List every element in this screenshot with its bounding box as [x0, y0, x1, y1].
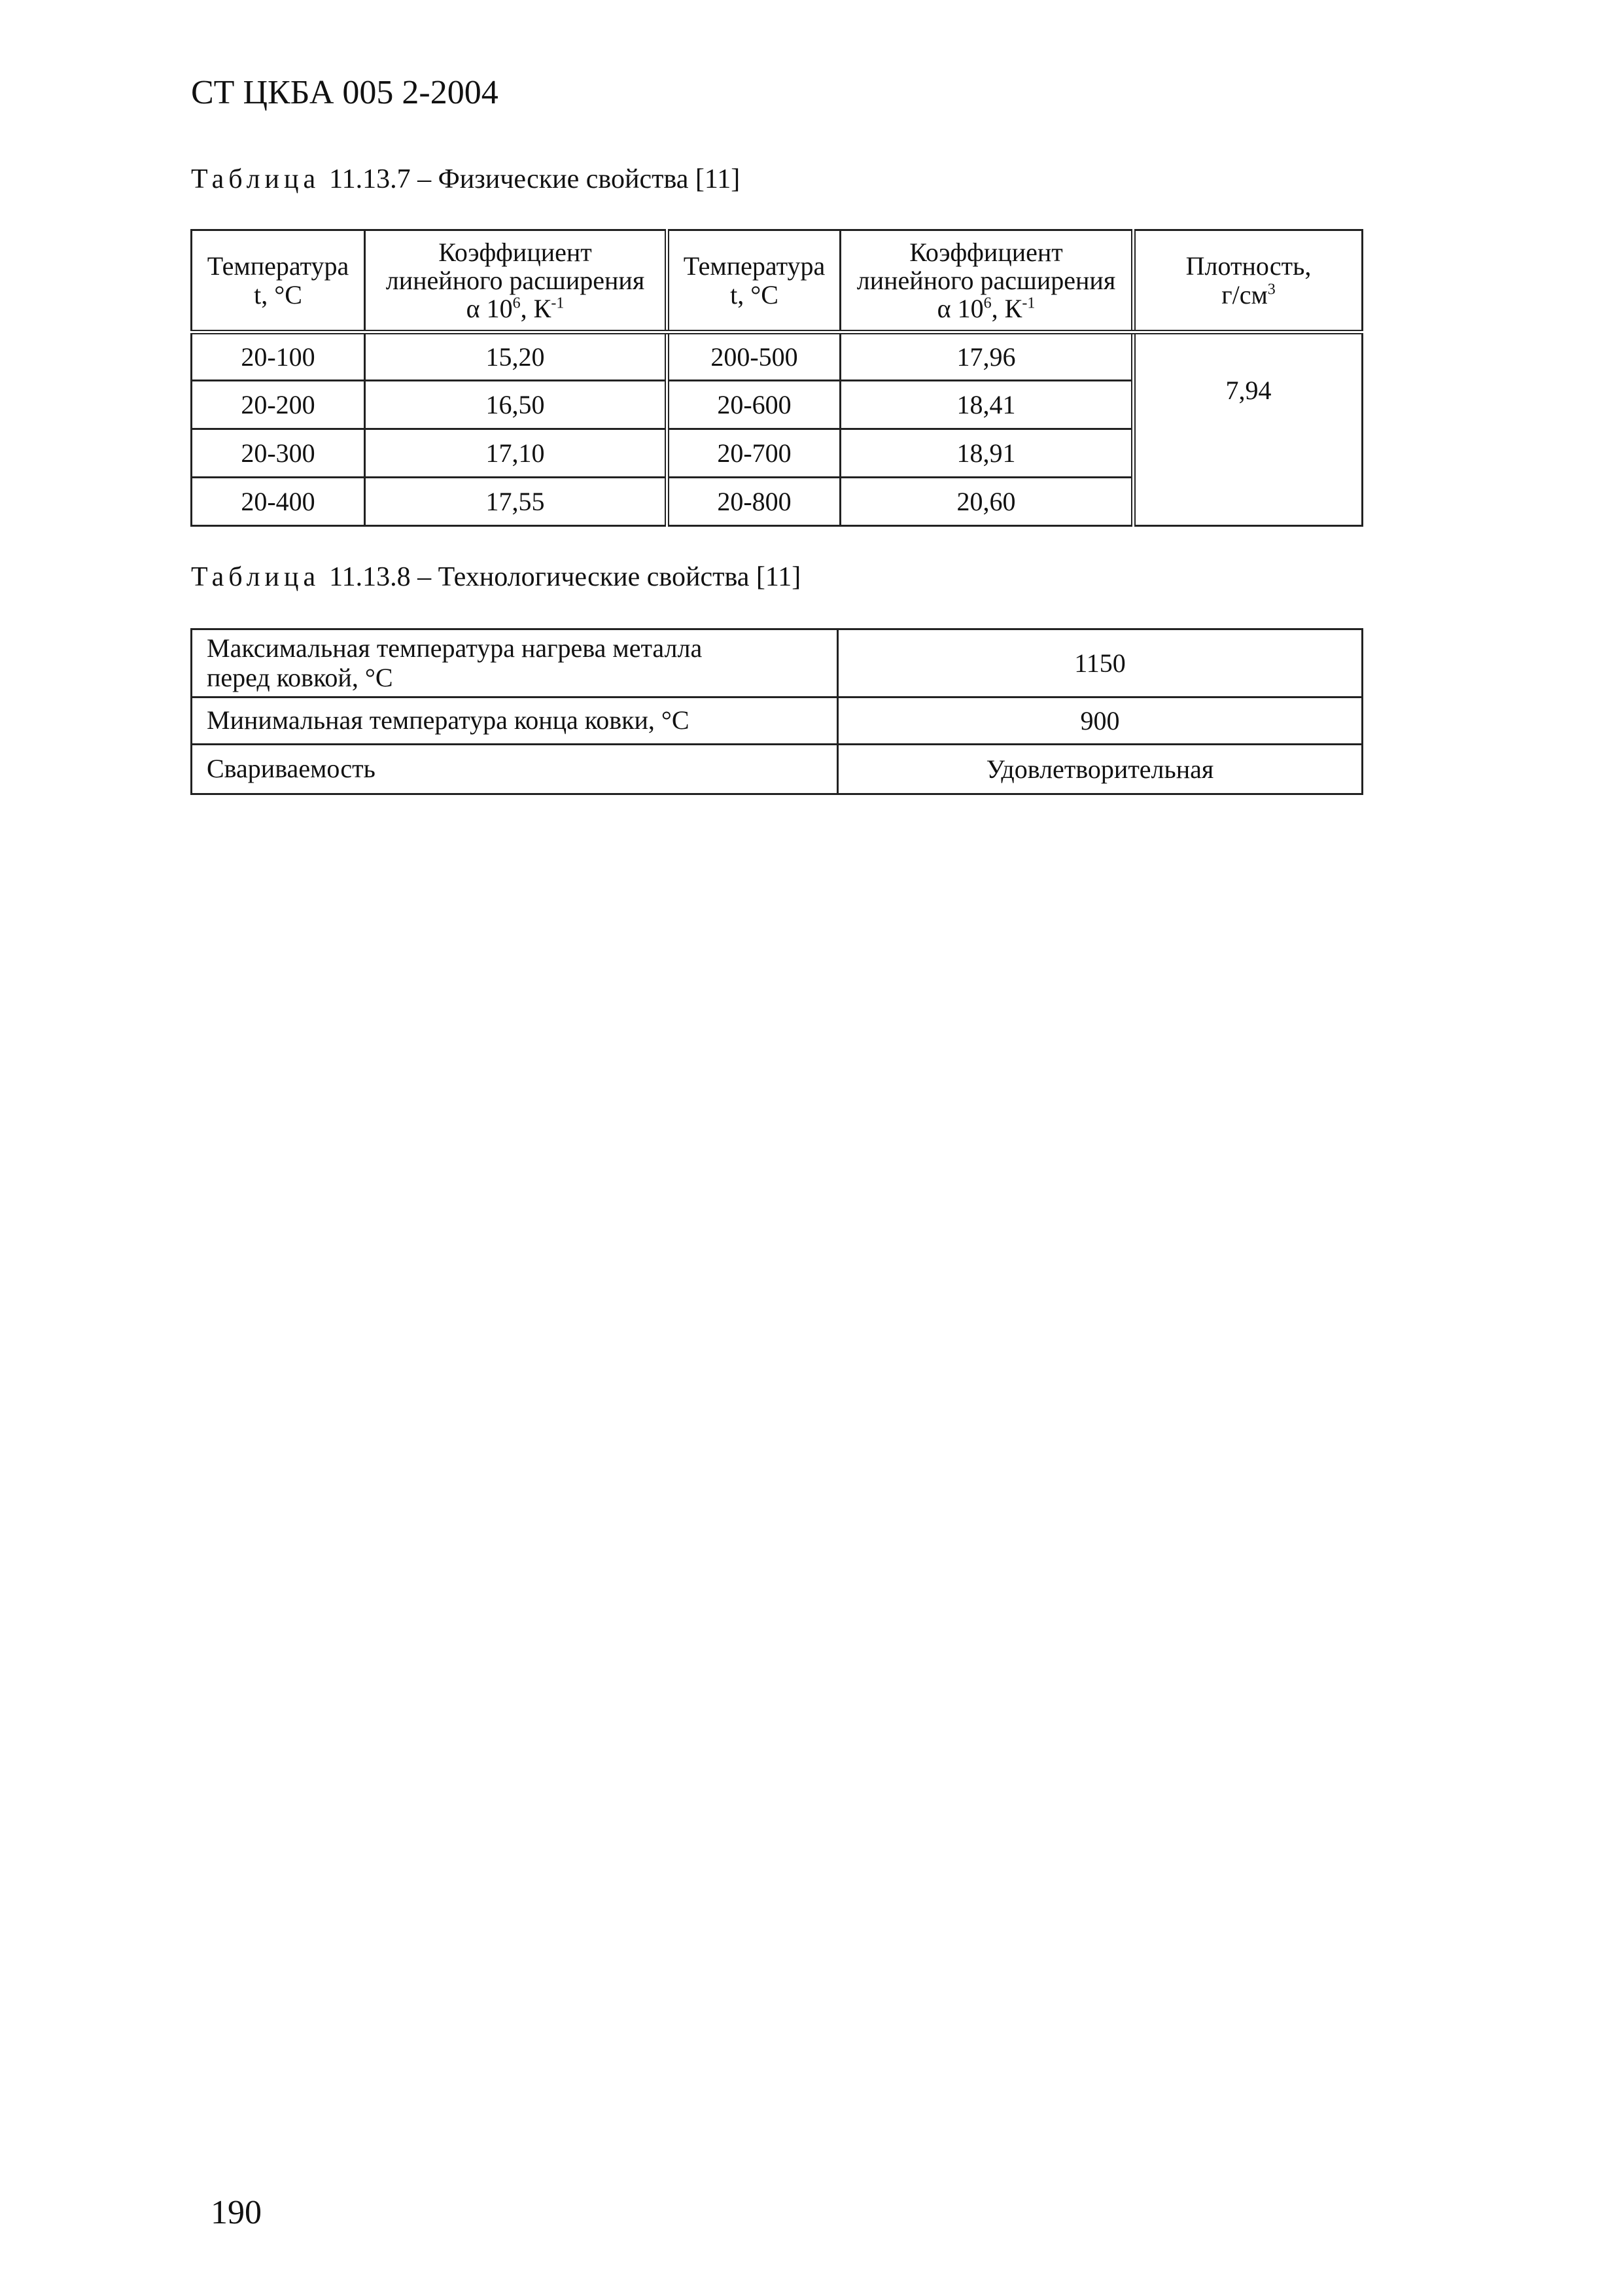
header-temperature-1: Температура t, °С [192, 230, 365, 332]
cell-temperature-range: 20-600 [667, 381, 841, 429]
caption-label: Таблица [191, 164, 321, 194]
cell-expansion-coefficient: 17,96 [841, 332, 1134, 381]
cell-parameter: Свариваемость [192, 745, 838, 794]
cell-temperature-range: 20-400 [192, 478, 365, 526]
cell-expansion-coefficient: 15,20 [365, 332, 667, 381]
table-row [192, 332, 1363, 381]
table-caption-technological [191, 561, 801, 593]
cell-value: 1150 [838, 629, 1363, 698]
header-expansion-coefficient-1: Коэффициент линейного расширения α $10^6$, $К^{-1}$ [365, 230, 667, 332]
cell-expansion-coefficient: 17,55 [365, 478, 667, 526]
header-density: Плотность, $г/см^3$ [1134, 230, 1363, 332]
cell-expansion-coefficient: 20,60 [841, 478, 1134, 526]
technological-properties-table [190, 628, 1363, 795]
header-expansion-coefficient-2: Коэффициент линейного расширения α $10^6$, $К^{-1}$ [841, 230, 1134, 332]
caption-text: 11.13.7 – Физические свойства [11] [329, 164, 741, 194]
cell-expansion-coefficient: 18,41 [841, 381, 1134, 429]
physical-properties-table [190, 229, 1363, 527]
cell-value: 900 [838, 698, 1363, 745]
cell-temperature-range: 20-800 [667, 478, 841, 526]
caption-label: Таблица [191, 562, 321, 592]
document-code: СТ ЦКБА 005 2-2004 [191, 74, 498, 111]
cell-parameter: Минимальная температура конца ковки, °С [192, 698, 838, 745]
cell-temperature-range: 20-300 [192, 429, 365, 478]
cell-temperature-range: 20-200 [192, 381, 365, 429]
header-temperature-2: Температура t, °С [667, 230, 841, 332]
cell-expansion-coefficient: 18,91 [841, 429, 1134, 478]
caption-text: 11.13.8 – Технологические свойства [11] [329, 562, 801, 592]
cell-temperature-range: 200-500 [667, 332, 841, 381]
table-row [192, 629, 1363, 698]
cell-parameter: Максимальная температура нагрева металла перед ковкой, °С [192, 629, 838, 698]
table-caption-physical [191, 164, 740, 195]
table-row [192, 745, 1363, 794]
cell-temperature-range: 20-700 [667, 429, 841, 478]
table-header-row [192, 230, 1363, 332]
cell-temperature-range: 20-100 [192, 332, 365, 381]
table-row [192, 698, 1363, 745]
cell-density: 7,94 [1134, 332, 1363, 526]
cell-expansion-coefficient: 17,10 [365, 429, 667, 478]
page-number: 190 [211, 2194, 262, 2231]
cell-value: Удовлетворительная [838, 745, 1363, 794]
cell-expansion-coefficient: 16,50 [365, 381, 667, 429]
